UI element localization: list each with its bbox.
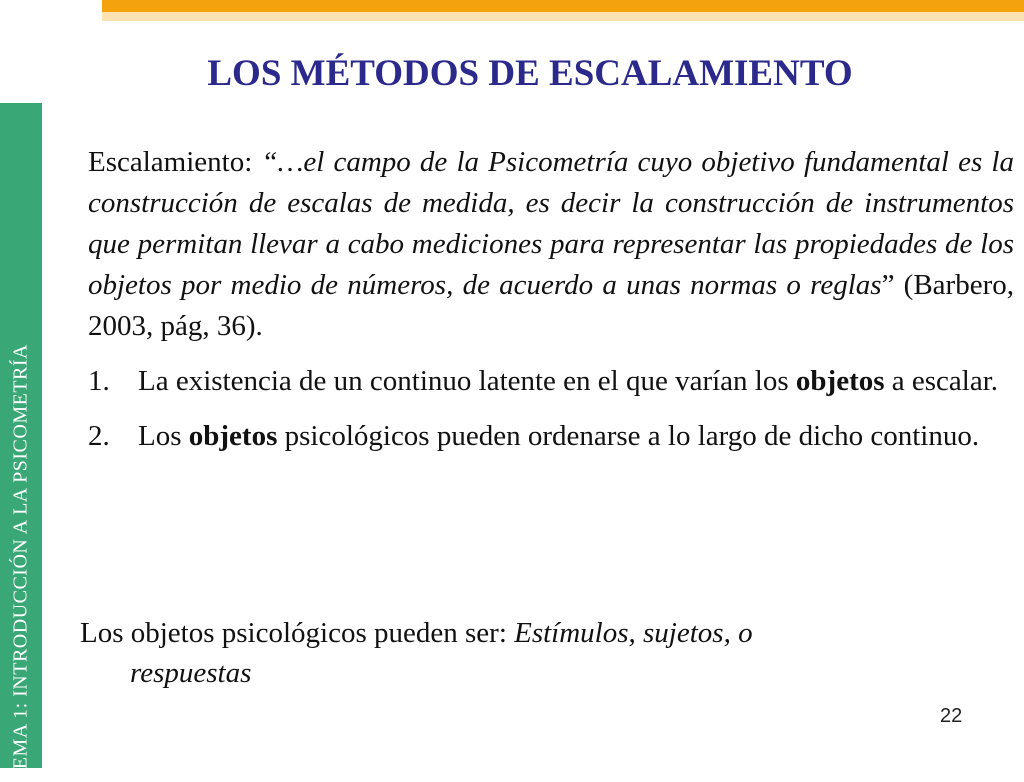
objects-types-cont: respuestas — [130, 657, 252, 689]
objects-prefix: Los objetos psicológicos pueden ser: — [80, 617, 515, 649]
objects-types: Estímulos, sujetos, o — [514, 617, 753, 649]
side-label: TEMA 1: INTRODUCCIÓN A LA PSICOMETRÍA — [9, 344, 32, 782]
quote-open: “… — [261, 146, 304, 178]
definition-paragraph — [88, 142, 1014, 347]
definition-term: Escalamiento: — [88, 146, 262, 178]
list-bold: objetos — [188, 420, 278, 452]
list-bold: objetos — [795, 365, 885, 397]
side-band — [0, 103, 42, 782]
top-accent-bar — [102, 0, 1024, 12]
quote-close: ” — [881, 269, 895, 301]
objects-paragraph — [80, 613, 980, 693]
numbered-list — [88, 361, 1014, 457]
list-text-end: psicológicos pueden ordenarse a lo largo de dicho continuo. — [277, 420, 980, 452]
definition-citation: (Barbero, 2003, pág, 36). — [88, 269, 1014, 342]
definition-quote: el campo de la Psicometría cuyo objetivo fundamental es la construcción de escalas de medida, es decir la construcción de instrumentos que permitan llevar a cabo mediciones para representar las propiedades de los objetos por medio de números, de acuerdo a unas normas o reglas — [88, 146, 1014, 301]
list-text: La existencia de un continuo latente en el que varían los — [138, 365, 796, 397]
list-number: 1. — [88, 365, 110, 397]
page-number: 22 — [940, 705, 963, 727]
list-item — [88, 361, 1014, 402]
top-accent-bar-light — [102, 12, 1024, 21]
list-text: Los — [138, 420, 189, 452]
list-item — [88, 416, 1014, 457]
list-text-end: a escalar. — [884, 365, 999, 397]
slide-body — [88, 142, 1014, 471]
page-title: LOS MÉTODOS DE ESCALAMIENTO — [207, 53, 853, 94]
list-number: 2. — [88, 420, 110, 452]
